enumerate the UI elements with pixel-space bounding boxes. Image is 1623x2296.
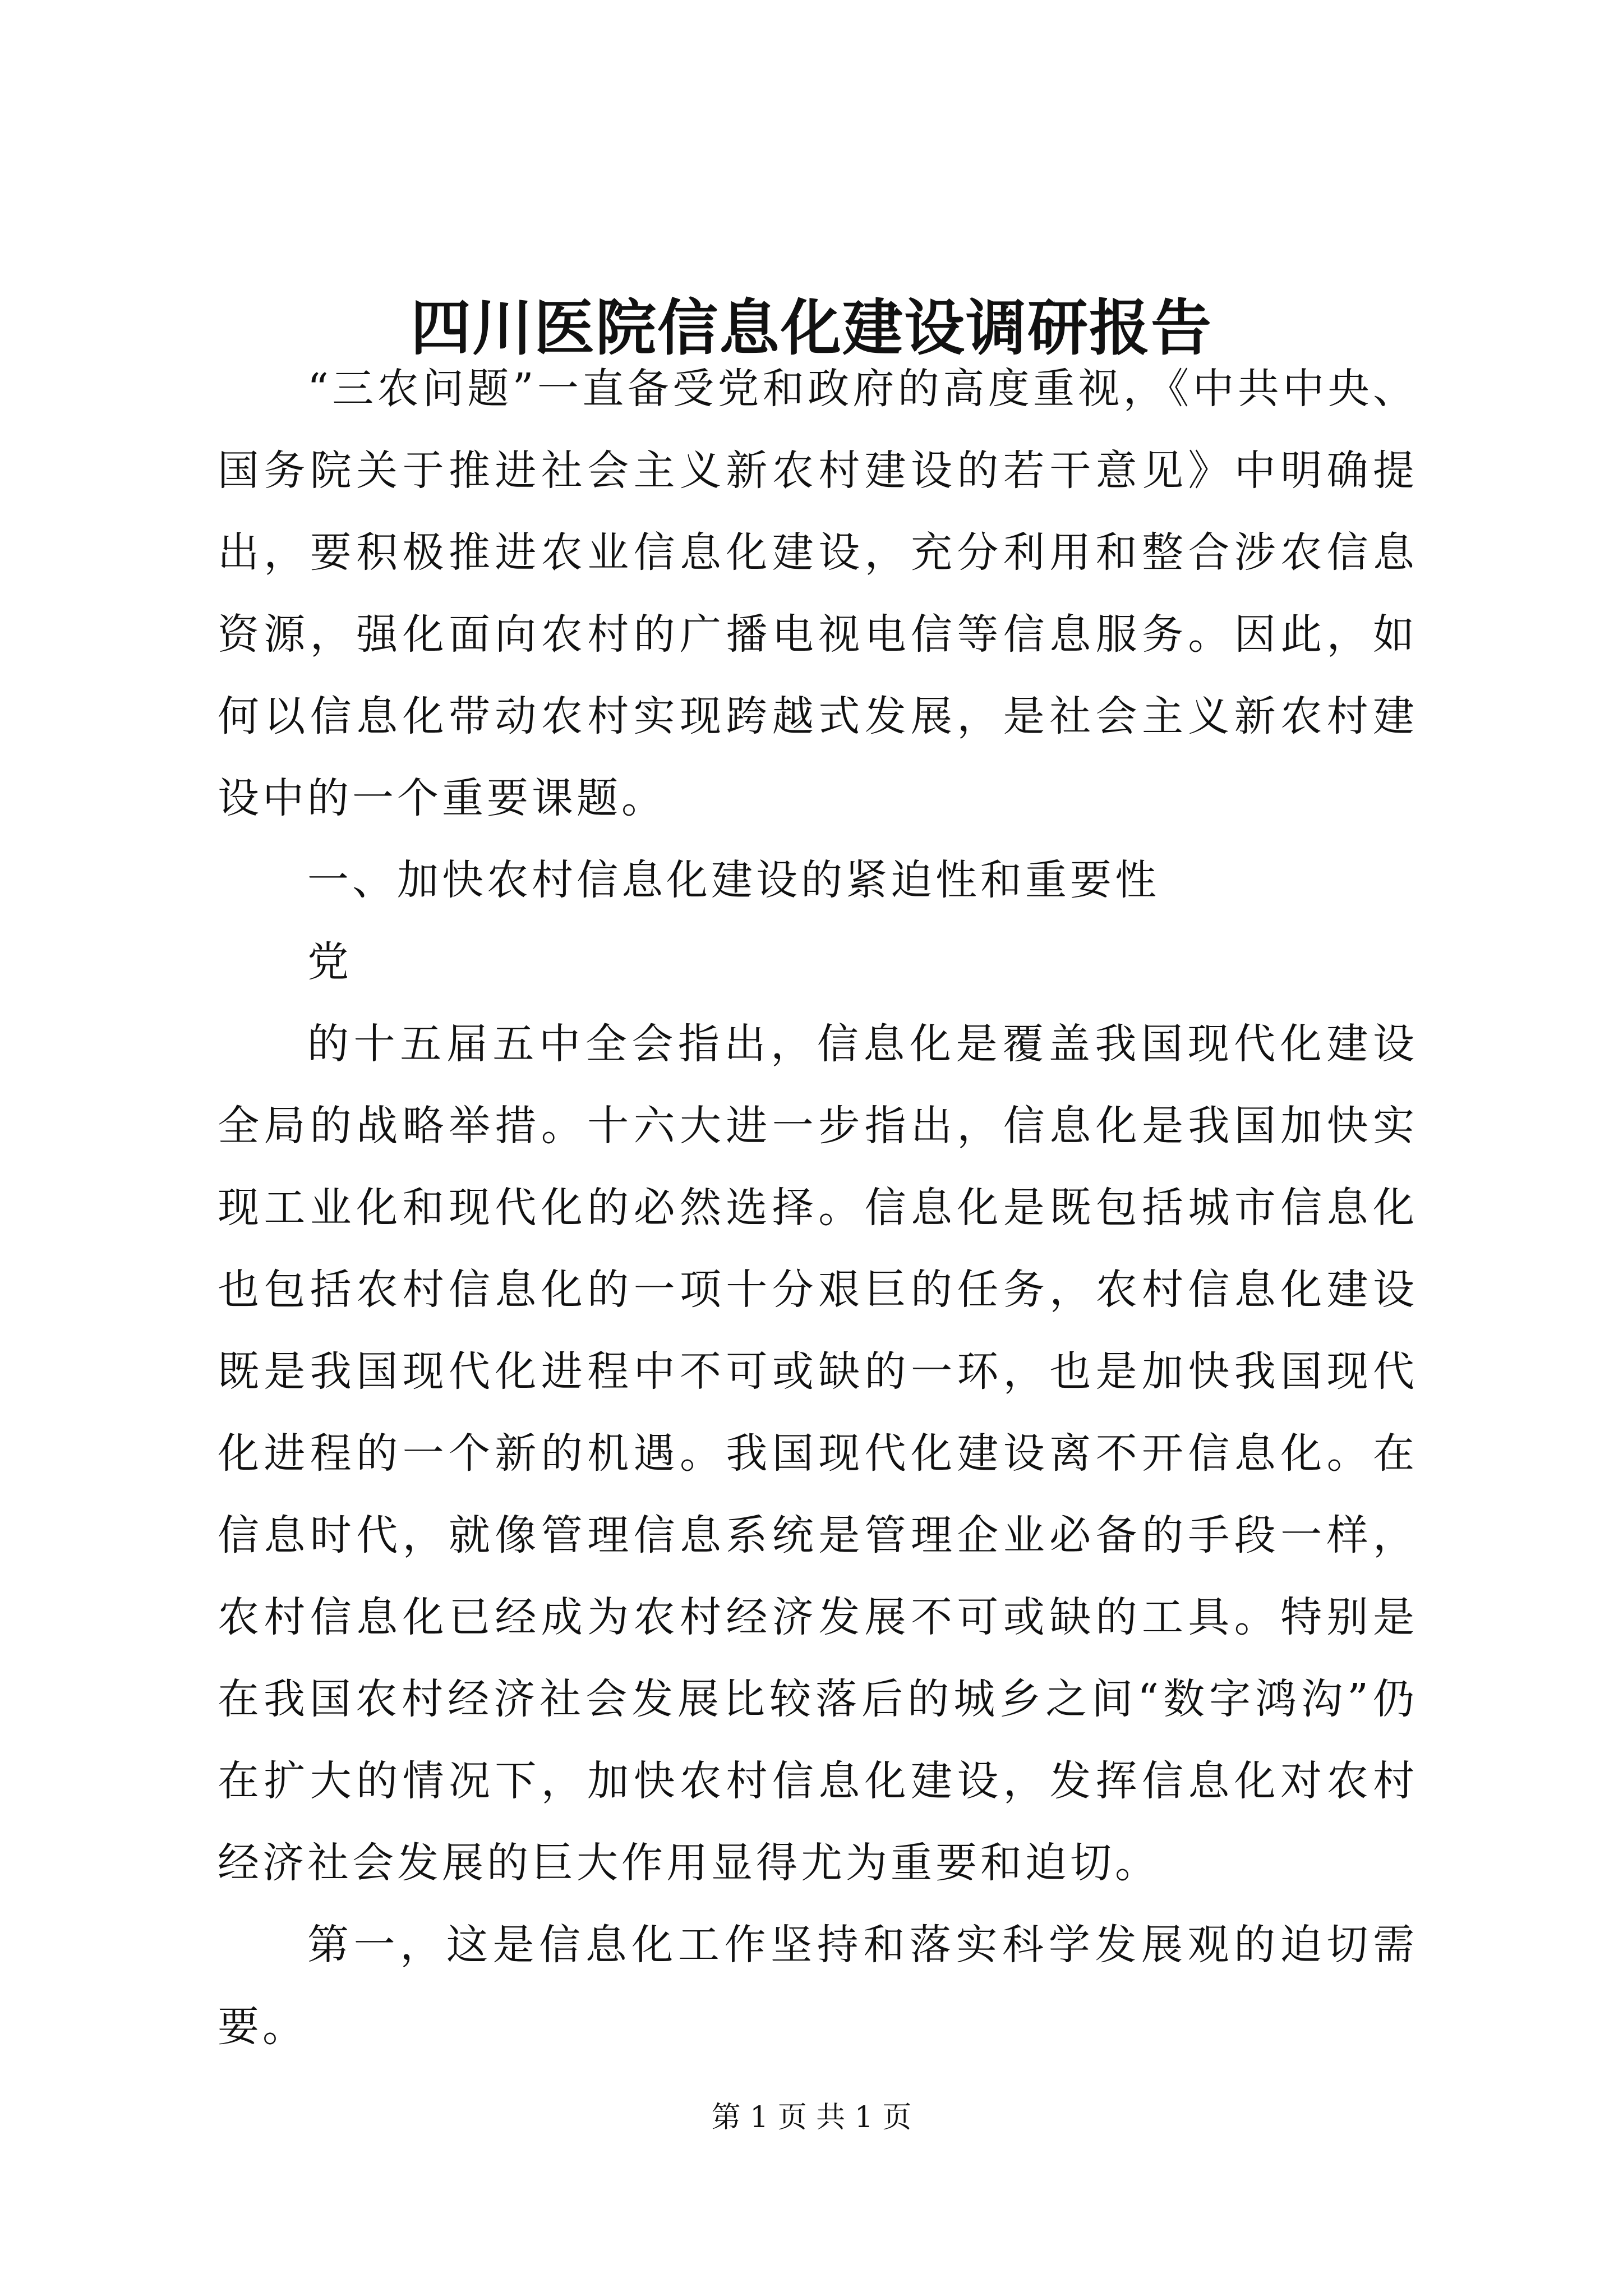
page-footer: 第 1 页 共 1 页 xyxy=(711,2101,912,2134)
section-heading: 一、加快农村信息化建设的紧迫性和重要性 xyxy=(307,856,1160,904)
document-title: 四川医院信息化建设调研报告 xyxy=(410,293,1212,364)
document-body xyxy=(218,348,1418,2068)
paragraph-main: 的十五届五中全会指出，信息化是覆盖我国现代化建设全局的战略举措。十六大进一步指出，信息化是我国加快实现工业化和现代化的必然选择。信息化是既包括城市信息化也包括农村信息化的一项十分艰巨的任务，农村信息化建设既是我国现代化进程中不可或缺的一环，也是加快我国现代化进程的一个新的机遇。我国现代化建设离不开信息化。在信息时代，就像管理信息系统是管理企业必备的手段一样，农村信息化已经成为农村经济发展不可或缺的工具。特别是在我国农村经济社会发展比较落后的城乡之间“数字鸿沟”仍在扩大的情况下，加快农村信息化建设，发挥信息化对农村经济社会发展的巨大作用显得尤为重要和迫切。 xyxy=(218,1020,1418,1887)
paragraph-fragment: 党 xyxy=(307,938,352,986)
paragraph-first-point: 第一，这是信息化工作坚持和落实科学发展观的迫切需要。 xyxy=(218,1921,1418,2051)
paragraph-intro: “三农问题”一直备受党和政府的高度重视，《中共中央、国务院关于推进社会主义新农村建设的若干意见》中明确提出，要积极推进农业信息化建设，充分利用和整合涉农信息资源，强化面向农村的广播电视电信等信息服务。因此，如何以信息化带动农村实现跨越式发展，是社会主义新农村建设中的一个重要课题。 xyxy=(218,365,1418,822)
